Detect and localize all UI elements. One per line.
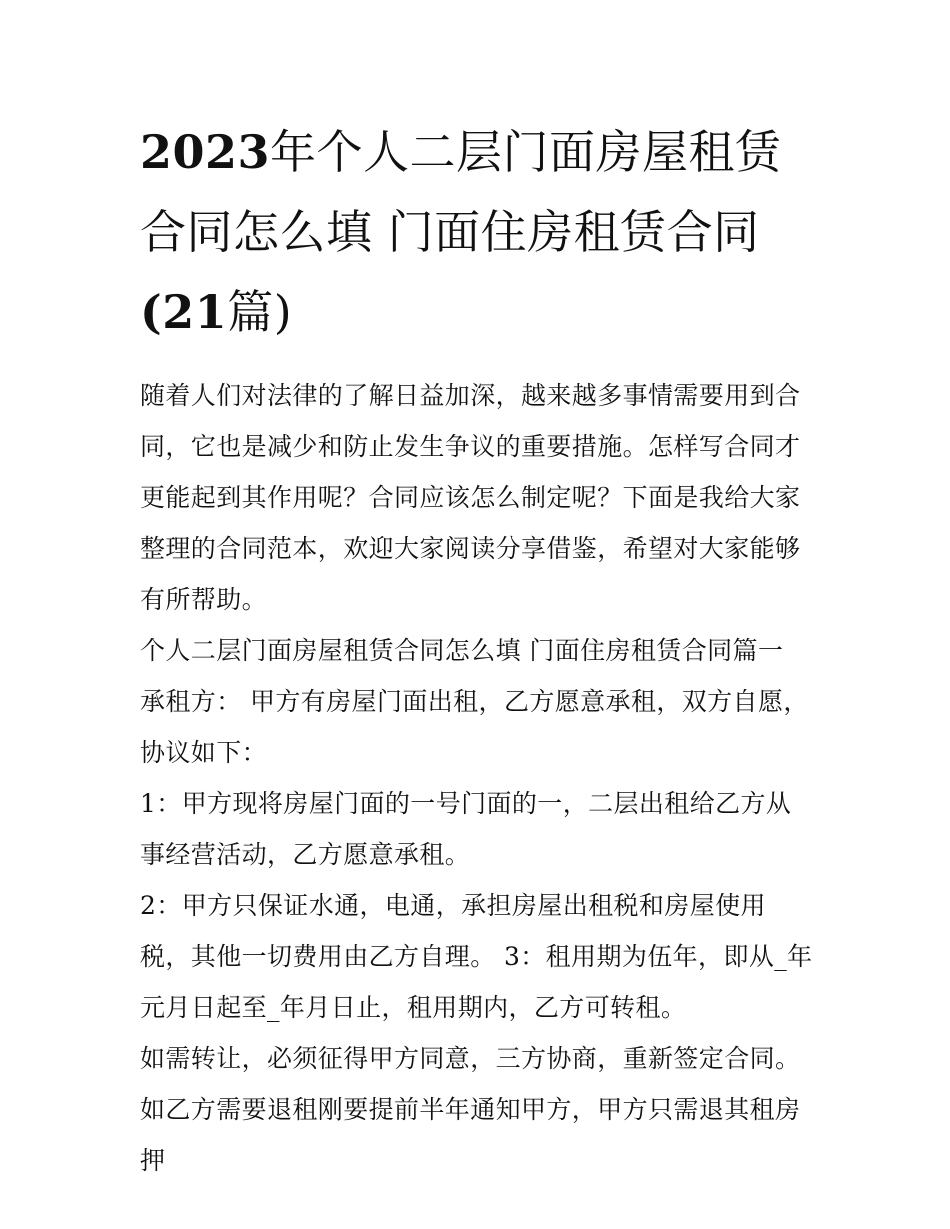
- termination-paragraph: 如乙方需要退租刚要提前半年通知甲方，甲方只需退其租房押: [140, 1095, 801, 1175]
- clause-2-3-paragraph: 2：甲方只保证水通，电通，承担房屋出租税和房屋使用税，其他一切费用由乙方自理。 3：租用期为伍年，即从_年元月日起至_年月日止，租用期内，乙方可转租。: [140, 891, 813, 1022]
- title-year: 2023: [140, 125, 271, 179]
- transfer-paragraph: 如需转让，必须征得甲方同意，三方协商，重新签定合同。: [140, 1044, 801, 1073]
- title-line-1: 2023年个人二层门面房屋租赁: [140, 125, 782, 179]
- title-line-2: 合同怎么填 门面住房租赁合同: [140, 205, 760, 259]
- document-title: [140, 112, 816, 352]
- contract-heading-paragraph: 个人二层门面房屋租赁合同怎么填 门面住房租赁合同篇一 承租方： 甲方有房屋门面出租，乙方愿意承租，双方自愿，协议如下：: [140, 636, 809, 767]
- clause-1-paragraph: 1：甲方现将房屋门面的一号门面的一，二层出租给乙方从事经营活动，乙方愿意承租。: [140, 789, 792, 869]
- title-count: (21: [140, 285, 228, 339]
- title-line-3: (21篇): [140, 285, 293, 339]
- intro-paragraph: 随着人们对法律的了解日益加深，越来越多事情需要用到合同，它也是减少和防止发生争议的重要措施。怎样写合同才更能起到其作用呢？合同应该怎么制定呢？下面是我给大家整理的合同范本，欢迎大家阅读分享借鉴，希望对大家能够有所帮助。: [140, 381, 801, 614]
- document-page: [140, 112, 816, 1186]
